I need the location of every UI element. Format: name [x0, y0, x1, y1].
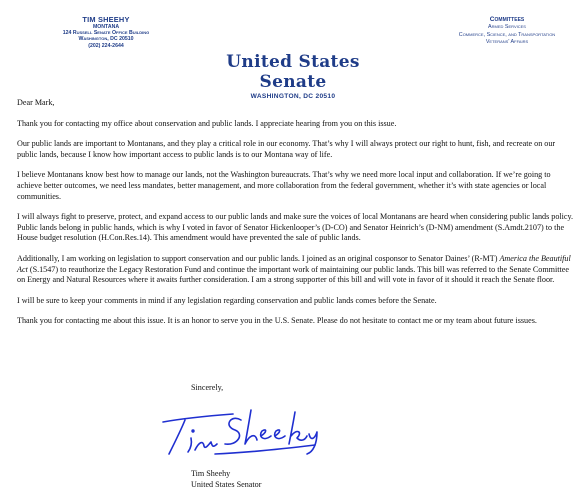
signer-block	[191, 469, 261, 490]
senate-masthead	[198, 52, 388, 101]
handwritten-signature	[145, 398, 325, 460]
paragraph-4: I will always fight to preserve, protect, and expand access to our public lands and make sure the voices of local Montanans are heard when considering public lands policy. Public lands belong in public hands, which is why I voted in favor of Senator Hickenlooper’s (D-CO) and Senator Heinrich’s (D-NM) amendment (S.Amdt.2107) to the House budget resolution (H.Con.Res.14). This amendment would have prevented the sale of public lands.	[17, 212, 574, 243]
senator-contact-block	[40, 15, 172, 49]
paragraph-6: I will be sure to keep your comments in mind if any legislation regarding conservation and public lands comes before the Senate.	[17, 295, 437, 305]
paragraph-3: I believe Montanans know best how to manage our lands, not the Washington bureaucrats. That’s why we need more local input and collaboration. If we’re going to achieve better outcomes, we need less mandates, better management, and more collaboration from the federal government, whether it’s with state agencies or local communities.	[17, 170, 551, 201]
paragraph-5-part-a: Additionally, I am working on legislation to support conservation and our public lands. I joined as an original cosponsor to Senator Daines’ (R-MT)	[17, 253, 500, 263]
committees-block	[432, 15, 582, 47]
senator-name: TIM SHEEHY	[82, 15, 130, 24]
paragraph-5-part-b: (S.1547) to reauthorize the Legacy Restoration Fund and continue the important work of maintaining our public lands. This bill was referred to the Senate Committee on Energy and Natural Resources where it awaits further consideration. I am a strong supporter of this bill and will vote in favor of it should it reach the Senate floor.	[17, 264, 569, 285]
office-phone: (202) 224-2644	[88, 42, 124, 49]
bill-title: America the Beautiful Act	[17, 253, 571, 274]
signer-name: Tim Sheehy	[191, 469, 231, 478]
senate-title: United States Senate	[226, 52, 360, 92]
signer-title: United States Senator	[191, 479, 262, 489]
paragraph-5	[17, 254, 577, 286]
office-city: Washington, DC 20510	[78, 36, 134, 43]
closing: Sincerely,	[191, 383, 224, 392]
paragraph-1: Thank you for contacting my office about conservation and public lands. I appreciate hearing from you on this issue.	[17, 118, 397, 128]
paragraph-2: Our public lands are important to Montanans, and they play a critical role in our economy. That’s why I will always protect our right to hunt, fish, and recreate on our public lands, because I know how important access to public lands is to our Montana way of life.	[17, 139, 556, 159]
senate-city: WASHINGTON, DC 20510	[250, 93, 336, 100]
committee-item: Veterans' Affairs	[485, 39, 529, 45]
committee-item: Commerce, Science, and Transportation	[458, 31, 556, 38]
office-address: 124 Russell Senate Office Building	[62, 30, 150, 37]
paragraph-7: Thank you for contacting me about this issue. It is an honor to serve you in the U.S. Senate. Please do not hesitate to contact me or my team about future issues.	[17, 316, 537, 326]
senator-state: MONTANA	[92, 24, 120, 30]
salutation: Dear Mark,	[17, 98, 55, 107]
committee-item: Armed Services	[488, 24, 526, 30]
committees-heading: Committees	[489, 16, 525, 23]
letter-body	[17, 98, 577, 337]
